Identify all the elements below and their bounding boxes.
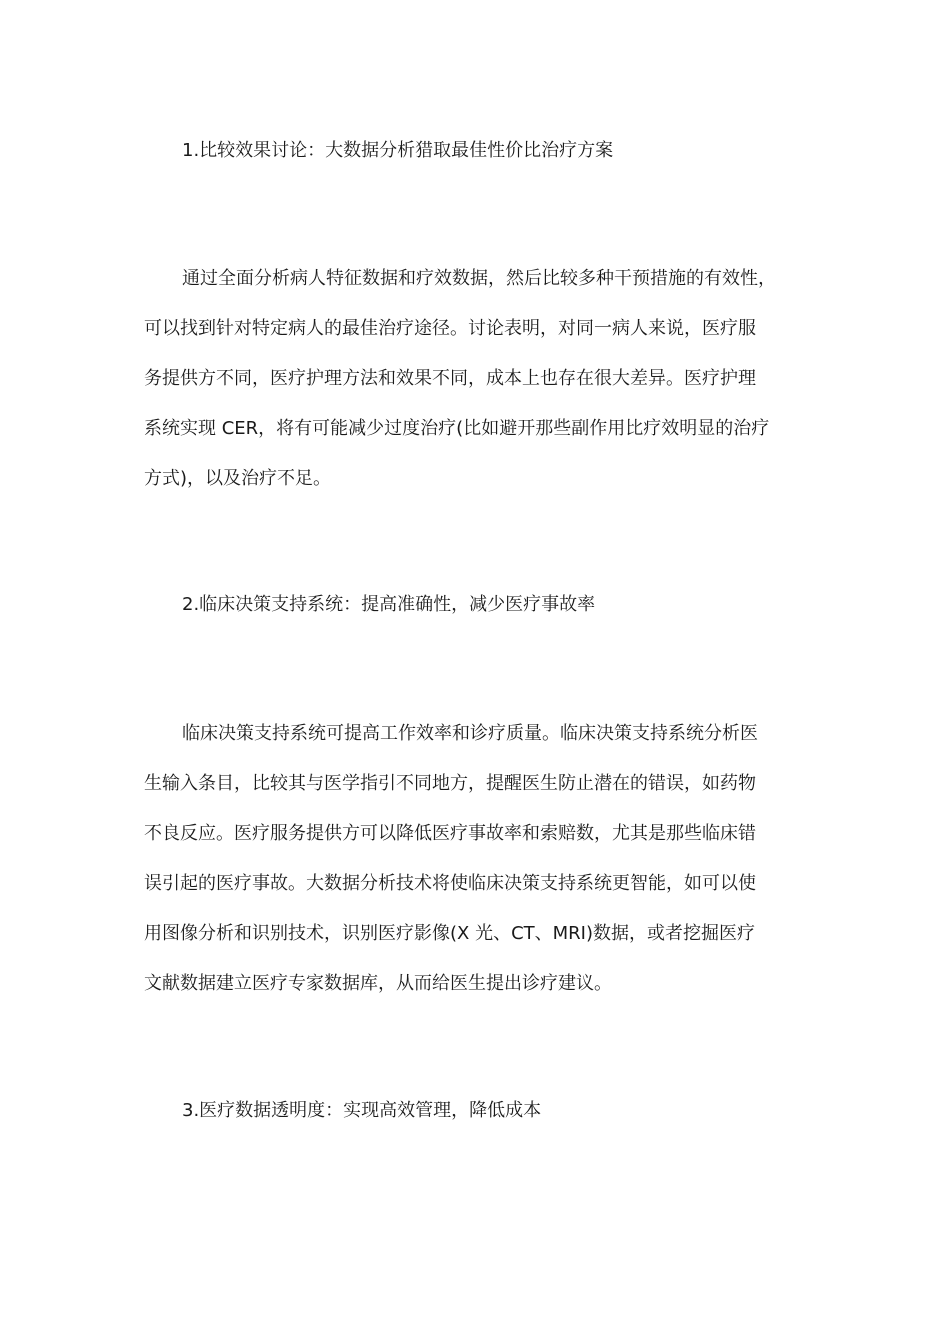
paragraph-line: 不良反应。医疗服务提供方可以降低医疗事故率和索赔数，尤其是那些临床错	[144, 823, 756, 844]
paragraph-line: 方式)，以及治疗不足。	[144, 468, 332, 489]
paragraph-line: 临床决策支持系统可提高工作效率和诊疗质量。临床决策支持系统分析医	[182, 723, 758, 744]
paragraph-line: 文献数据建立医疗专家数据库，从而给医生提出诊疗建议。	[144, 973, 612, 994]
paragraph-line: 误引起的医疗事故。大数据分析技术将使临床决策支持系统更智能，如可以使	[144, 873, 756, 894]
paragraph-line: 务提供方不同，医疗护理方法和效果不同，成本上也存在很大差异。医疗护理	[144, 368, 756, 389]
paragraph-line: 通过全面分析病人特征数据和疗效数据，然后比较多种干预措施的有效性，	[182, 268, 776, 289]
paragraph-line: 用图像分析和识别技术，识别医疗影像(X 光、CT、MRI)数据，或者挖掘医疗	[144, 923, 756, 944]
section-2-heading: 2.临床决策支持系统：提高准确性，减少医疗事故率	[182, 594, 596, 615]
section-2-paragraph	[144, 709, 808, 1009]
section-1-paragraph	[144, 254, 808, 504]
paragraph-line: 系统实现 CER，将有可能减少过度治疗(比如避开那些副作用比疗效明显的治疗	[144, 418, 770, 439]
paragraph-line: 生输入条目，比较其与医学指引不同地方，提醒医生防止潜在的错误，如药物	[144, 773, 756, 794]
section-3-heading: 3.医疗数据透明度：实现高效管理，降低成本	[182, 1100, 542, 1121]
section-1-heading: 1.比较效果讨论：大数据分析猎取最佳性价比治疗方案	[182, 140, 614, 161]
paragraph-line: 可以找到针对特定病人的最佳治疗途径。讨论表明，对同一病人来说，医疗服	[144, 318, 756, 339]
